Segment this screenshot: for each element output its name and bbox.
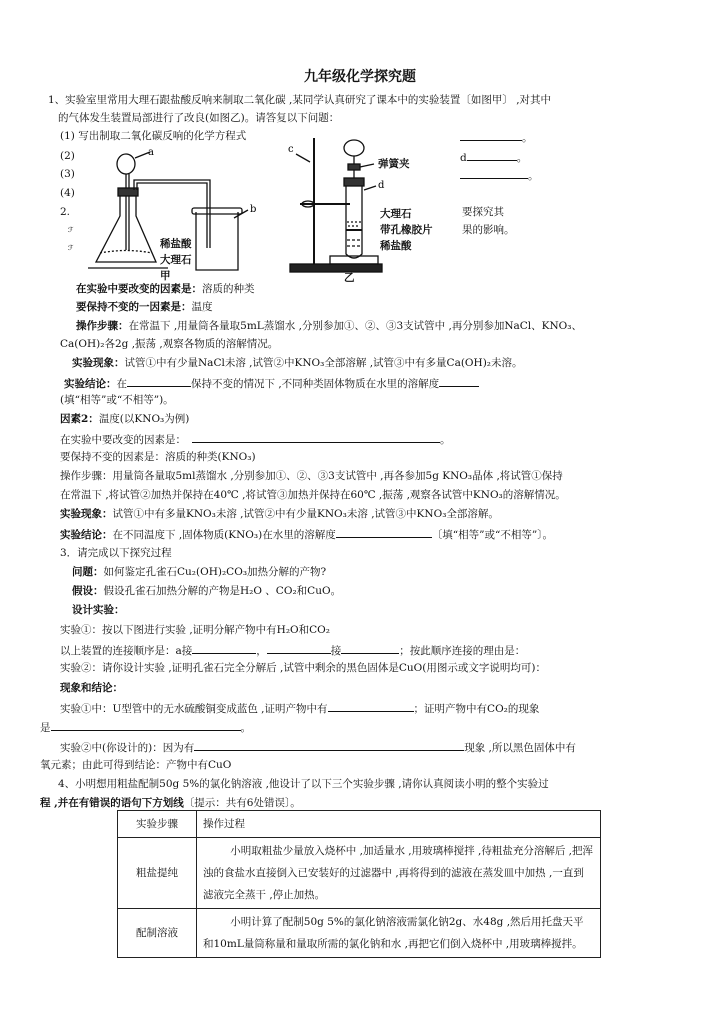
- page-title: 九年级化学探究题: [304, 69, 416, 85]
- q2-text-fragment-2: 果的影响。: [462, 224, 515, 236]
- fig-jia-marble-label: 大理石: [160, 254, 192, 266]
- q2-step1-line2: Ca(OH)₂各2g ,振荡 ,观察各物质的溶解情况。: [60, 338, 279, 350]
- funnel-bulb: [117, 154, 135, 174]
- q2-hidden-fragment-2: ℱ: [68, 244, 74, 252]
- table-cell-step: 配制溶液: [118, 909, 197, 958]
- q3-exp2: 实验②：请你设计实验 ,证明孔雀石完全分解后 ,试管中剩余的黑色固体是CuO(用图示或文字说明均可)：: [60, 662, 546, 674]
- fig-yi-caption: 乙: [344, 272, 355, 284]
- q2-factor1: 在实验中要改变的因素是：溶质的种类: [76, 283, 255, 295]
- q3-problem: 问题：如何鉴定孔雀石Cu₂(OH)₂CO₃加热分解的产物?: [72, 566, 327, 578]
- fig-jia-caption: 甲: [160, 270, 171, 282]
- table-cell-process: 小明取粗盐少量放入烧杯中 ,加适量水 ,用玻璃棒搅拌 ,待粗盐充分溶解后 ,把浑浊的食盐水直接倒入已安装好的过滤器中 ,再将得到的滤液在蒸发皿中加热 ,一直到滤液完全蒸干 ,停止加热。: [197, 838, 601, 909]
- table-header-row: [118, 811, 601, 838]
- label-d-pointer: [364, 186, 376, 190]
- fig-yi-clip-label: 弹簧夹: [378, 158, 410, 170]
- apparatus-figure-yi: [282, 134, 392, 284]
- q2-step2-line2: 在常温下 ,将试管②加热并保持在40℃ ,将试管③加热并保持在60℃ ,振荡 ,观察各试管中KNO₃的溶解情况。: [60, 489, 566, 501]
- answer-blank[interactable]: [460, 166, 528, 179]
- q3-design-label: 设计实验：: [72, 604, 125, 616]
- q1-sub3: (3): [60, 168, 75, 180]
- answer-blank[interactable]: [460, 128, 522, 141]
- answer-blank[interactable]: [439, 374, 479, 387]
- answer-blank[interactable]: [467, 148, 517, 161]
- label-c-pointer: [296, 154, 310, 162]
- fig-yi-acid-label: 稀盐酸: [380, 240, 412, 252]
- answer-blank[interactable]: [336, 525, 432, 538]
- label-c: c: [288, 144, 294, 155]
- q1-sub1: (1) 写出制取二氧化碳反响的化学方程式: [60, 130, 247, 142]
- q1-sub1-answer: 。: [460, 128, 533, 146]
- answer-blank[interactable]: [341, 641, 399, 654]
- q2-constant2: 要保持不变的因素是：溶质的种类(KNO₃): [60, 451, 256, 463]
- q2-constant1: 要保持不变的一因素是：温度: [76, 301, 213, 313]
- answer-blank[interactable]: [267, 641, 331, 654]
- q3-heading: 3．请完成以下探究过程: [60, 547, 172, 559]
- q2-step1-line1: 操作步骤：在常温下 ,用量筒各量取5mL蒸馏水 ,分别参加①、②、③3支试管中 ,再分别参加NaCl、KNO₃、: [76, 320, 583, 332]
- q2-phenomenon2: 实验现象：试管①中有多量KNO₃未溶 ,试管②中有少量KNO₃未溶 ,试管③中KNO₃全部溶解。: [60, 508, 499, 520]
- table-header-step: 实验步骤: [118, 811, 197, 838]
- label-a: a: [148, 147, 154, 158]
- q2-conclusion1-hint: (填“相等”或“不相等”)。: [60, 394, 174, 406]
- q1-sub3-answer: 。: [460, 166, 539, 184]
- q3-result1-cont: 是 。: [40, 718, 251, 736]
- q4-intro-line2: 程 ,并在有错误的语句下方划线〔提示：共有6处错误〕。: [40, 797, 301, 809]
- procedure-table: [117, 810, 601, 958]
- q1-intro-line2: 的气体发生装置局部进行了改良(如图乙)。请答复以下问题：: [58, 112, 340, 124]
- q1-sub4: (4): [60, 187, 75, 199]
- label-b: b: [250, 204, 257, 215]
- answer-blank[interactable]: [192, 430, 440, 443]
- q1-sub2: (2): [60, 150, 75, 162]
- q3-result1: 实验①中：U型管中的无水硫酸铜变成蓝色 ,证明产物中有 ；证明产物中有CO₂的现象: [60, 699, 539, 717]
- answer-blank[interactable]: [127, 374, 191, 387]
- q2-factor2: 在实验中要改变的因素是： 。: [60, 430, 451, 448]
- q2-text-fragment-1: 要探究其: [462, 206, 504, 218]
- q2-step2-line1: 操作步骤：用量筒各量取5ml蒸馏水 ,分别参加①、②、③3支试管中 ,再各参加5g KNO₃晶体 ,将试管①保持: [60, 470, 563, 482]
- q3-exp1-order: 以上装置的连接顺序是：a接 ， 接 ；按此顺序连接的理由是：: [60, 641, 525, 659]
- table-cell-step: 粗盐提纯: [118, 838, 197, 909]
- q2-phenomenon1: 实验现象：试管①中有少量NaCl未溶 ,试管②中KNO₃全部溶解 ,试管③中有多量Ca(OH)₂未溶。: [72, 357, 523, 369]
- q3-result2: 实验②中(你设计的)：因为有 现象 ,所以黑色固体中有: [60, 738, 576, 756]
- q1-sub2-answer: d 。: [460, 148, 527, 166]
- fig-yi-marble-label: 大理石: [380, 208, 412, 220]
- q2-hidden-fragment-1: ℱ: [68, 226, 74, 234]
- answer-blank[interactable]: [51, 718, 241, 731]
- q3-results-label: 现象和结论：: [60, 682, 123, 694]
- q3-hypothesis: 假设：假设孔雀石加热分解的产物是H₂O 、CO₂和CuO。: [72, 585, 342, 597]
- q2-conclusion1: 实验结论：在 保持不变的情况下 ,不同种类固体物质在水里的溶解度: [64, 374, 479, 392]
- table-cell-process: 小明计算了配制50g 5%的氯化钠溶液需氯化钠2g、水48g ,然后用托盘天平和10mL量筒称量和量取所需的氯化钠和水 ,再把它们倒入烧杯中 ,用玻璃棒搅拌。: [197, 909, 601, 958]
- table-row: [118, 838, 601, 909]
- q3-exp1: 实验①：按以下图进行实验 ,证明分解产物中有H₂O和CO₂: [60, 624, 330, 636]
- label-d: d: [378, 180, 385, 191]
- fig-yi-plate-label: 带孔橡胶片: [380, 224, 433, 236]
- answer-blank[interactable]: [192, 641, 256, 654]
- q2-factor2-title: 因素2：温度(以KNO₃为例): [60, 413, 190, 425]
- fig-jia-acid-label: 稀盐酸: [160, 238, 192, 250]
- answer-blank[interactable]: [194, 738, 464, 751]
- q3-result2-cont: 氧元素；由此可得到结论：产物中有CuO: [40, 759, 232, 771]
- q2-number: 2.: [60, 206, 71, 218]
- table-header-process: 操作过程: [197, 811, 601, 838]
- table-row: [118, 909, 601, 958]
- q4-intro-line1: 4、小明想用粗盐配制50g 5%的氯化钠溶液 ,他设计了以下三个实验步骤 ,请你认真阅读小明的整个实验过: [58, 778, 549, 790]
- q2-conclusion2: 实验结论：在不同温度下 ,固体物质(KNO₃)在水里的溶解度 〔填“相等”或“不相等”〕。: [60, 525, 553, 543]
- q1-intro-line1: 1、实验室里常用大理石跟盐酸反响来制取二氧化碳 ,某同学认真研究了课本中的实验装置〔如图甲〕 ,对其中: [48, 94, 552, 106]
- answer-blank[interactable]: [328, 699, 414, 712]
